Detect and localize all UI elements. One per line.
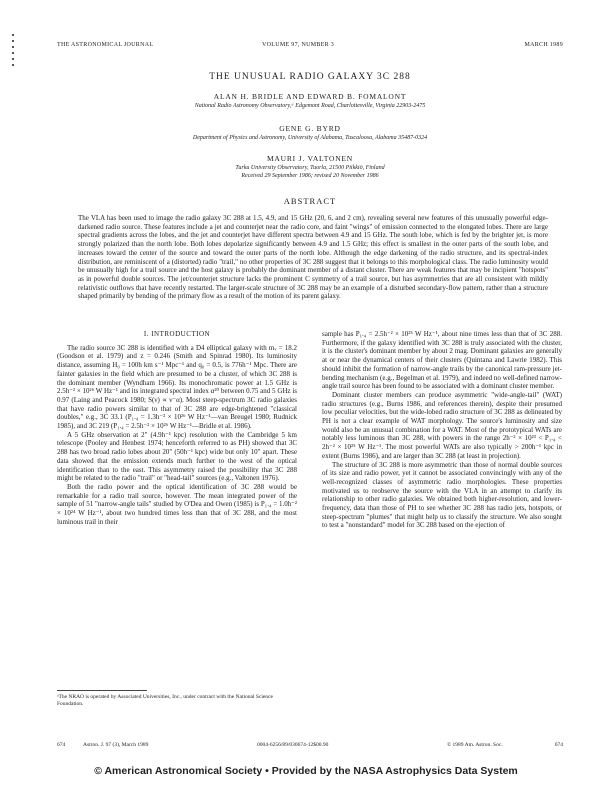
body-paragraph: sample has P₁.₄ = 2.5h⁻² × 10²⁵ W Hz⁻¹, about nine times less than that of 3C 288. Furthermore, if the galaxy identified with 3C 288 is truly associated with the cluster, it is the cluster's dominant member by about 2 mag. Dominant galaxies are generally at or near the dynamical centers of their clusters (Quintana and Lawrie 1982). This should inhibit the formation of narrow-angle trails by the canonical ram-pressure jet-bending mechanism (e.g., Begelman et al. 1979), and indeed no well-defined narrow-angle trail source has been found to be associated with a dominant cluster member. xyxy=(322,330,562,391)
margin-scan-mark xyxy=(10,30,18,90)
author-names: ALAN H. BRIDLE AND EDWARD B. FOMALONT xyxy=(213,92,407,101)
body-paragraph: A 5 GHz observation at 2" (4.9h⁻¹ kpc) resolution with the Cambridge 5 km telescope (Pooley and Henbest 1974; henceforth referred to as PH) showed that 3C 288 has two broad radio lobes about 20" (50h⁻¹ kpc) wide but only 10" apart. These data showed that the emission extends much further to the west of the optical identification than to the east. This asymmetry raised the possibility that 3C 288 might be related to the radio "trail" or "head-tail" sources (e.g., Valtonen 1976). xyxy=(57,430,297,483)
body-paragraph: Dominant cluster members can produce asymmetric "wide-angle-tail" (WAT) radio structures (e.g., Burns 1986, and references therein), despite their presumed low peculiar velocities, but the wide-lobed radio structure of 3C 288 as delineated by PH is not a clear example of WAT morphology. The source's luminosity and size would also be an unusual combination for a WAT. Most of the prototypical WATs are notably less luminous than 3C 288, with powers in the range 2h⁻² × 10²³ < P₁.₄ < 2h⁻² × 10²⁵ W Hz⁻¹. The most powerful WATs are also typically > 200h⁻¹ kpc in extent (Burns 1986), and are larger than 3C 288 (at least in projection). xyxy=(322,390,562,460)
journal-citation: Astron. J. 97 (3), March 1989 xyxy=(83,742,149,748)
page-number-right: 674 xyxy=(554,742,563,748)
issue-date: MARCH 1989 xyxy=(524,42,563,48)
author-names: MAURI J. VALTONEN xyxy=(266,154,354,163)
volume-number: VOLUME 97, NUMBER 3 xyxy=(262,42,335,48)
journal-name: THE ASTRONOMICAL JOURNAL xyxy=(57,42,154,48)
author-block-3 xyxy=(57,154,563,180)
right-column xyxy=(322,330,562,530)
body-paragraph: The structure of 3C 288 is more asymmetric than those of normal double sources of its size and radio power, yet it cannot be associated convincingly with any of the well-recognized classes of asymmetric radio morphologies. These properties motivated us to reobserve the source with the VLA in an attempt to clarify its relationship to other radio galaxies. We obtained both higher-resolution, and lower-frequency, data than those of PH to see whether 3C 288 has radio jets, hotspots, or steep-spectrum "plumes" that might help us to classify the structure. We also sought to test a "nonstandard" model for 3C 288 based on the ejection of xyxy=(322,460,562,530)
body-paragraph: Both the radio power and the optical identification of 3C 288 would be remarkable for a radio trail source, however. The mean integrated power of the sample of 51 "narrow-angle tails" studied by O'Dea and Owen (1985) is P₁.₄ = 1.0h⁻² × 10²⁴ W Hz⁻¹, about two hundred times less than that of 3C 288, and the most luminous trail in their xyxy=(57,482,297,526)
author-affiliation: Department of Physics and Astronomy, University of Alabama, Tuscaloosa, Alabama 35487-0324 xyxy=(192,135,428,141)
author-block-1 xyxy=(57,92,563,110)
author-affiliation: Turku University Observatory, Tuorla, 21500 Piikkiö, Finland xyxy=(235,165,385,171)
ads-banner: © American Astronomical Society • Provided by the NASA Astrophysics Data System xyxy=(94,765,518,777)
copyright-notice: © 1989 Am. Astron. Soc. xyxy=(447,742,503,748)
page-number: 674 xyxy=(57,742,66,748)
footnote: ᵃThe NRAO is operated by Associated Universities, Inc., under contract with the National Science Foundation. xyxy=(57,694,273,707)
received-dates: Received 29 September 1986; revised 20 November 1986 xyxy=(241,173,379,179)
paper-title: THE UNUSUAL RADIO GALAXY 3C 288 xyxy=(209,72,411,82)
author-affiliation: National Radio Astronomy Observatory,ᵃ Edgemont Road, Charlottesville, Virginia 22903-2475 xyxy=(194,103,426,109)
left-column xyxy=(57,330,297,526)
section-heading: I. INTRODUCTION xyxy=(143,330,211,338)
abstract-text: The VLA has been used to image the radio galaxy 3C 288 at 1.5, 4.9, and 15 GHz (20, 6, and 2 cm), revealing several new features of this unusually powerful edge-darkened radio source. These features include a jet and counterjet near the radio core, and faint "wings" of emission connected to the elongated lobes. There are large spectral gradients across the lobes, and the jet and counterjet have different spectra between 4.9 and 15 GHz. The south lobe, which is fed by the brighter jet, is more strongly polarized than the north lobe. Both lobes depolarize significantly between 4.9 and 1.5 GHz; this effect is smallest in the outer parts of the south lobe, and increases toward the center of the source and toward the outer parts of the north lobe. Although the edge darkening of the radio structure, and its spectral-index distribution, are reminiscent of a (distorted) radio "trail," no other properties of 3C 288 suggest that it belongs to this morphological class. The radio luminosity would be unusually high for a trail source and the host galaxy is probably the dominant member of a distant cluster. There are weak features that may be incipient "hotspots" as in powerful double sources. The jet/counterjet structure lacks the prominent C symmetry of a trail source, but has asymmetries that are all consistent with mildly relativistic outflows that have recently restarted. The larger-scale structure of 3C 288 may be an example of a disturbed secondary-flow pattern, rather than a structure shaped primarily by bending of the primary flow as a result of the motion of its parent galaxy. xyxy=(78,214,548,301)
author-block-2 xyxy=(57,124,563,142)
body-paragraph: The radio source 3C 288 is identified with a D4 elliptical galaxy with mᵥ = 18.2 (Goodson et al. 1979) and z = 0.246 (Smith and Spinrad 1980). Its luminosity distance, assuming H₀ = 100h km s⁻¹ Mpc⁻¹ and q₀ = 0.5, is 776h⁻¹ Mpc. There are fainter galaxies in the field which are presumed to be a cluster, of which 3C 288 is the dominant member (Wyndham 1966). Its monochromatic power at 1.5 GHz is 2.5h⁻² × 10²⁶ W Hz⁻¹ and its integrated spectral index α²⁰ between 0.75 and 5 GHz is 0.97 (Laing and Peacock 1980; S(ν) ∝ ν⁻α). Most steep-spectrum 3C radio galaxies that have radio powers similar to that of 3C 288 are edge-brightened "classical doubles," e.g., 3C 33.1 (P₁.₄ = 1.3h⁻² × 10²⁶ W Hz⁻¹—van Breugel 1980; Rudnick 1985), and 3C 219 (P₁.₄ = 2.5h⁻² × 10²⁶ W Hz⁻¹—Bridle et al. 1986). xyxy=(57,343,297,431)
abstract-heading: ABSTRACT xyxy=(283,196,337,206)
author-names: GENE G. BYRD xyxy=(279,124,341,133)
journal-code: 0004-6256/89/030674-12$00.90 xyxy=(257,742,329,748)
page-footer xyxy=(57,742,563,752)
running-head xyxy=(57,42,563,52)
footnote-rule xyxy=(57,690,147,691)
